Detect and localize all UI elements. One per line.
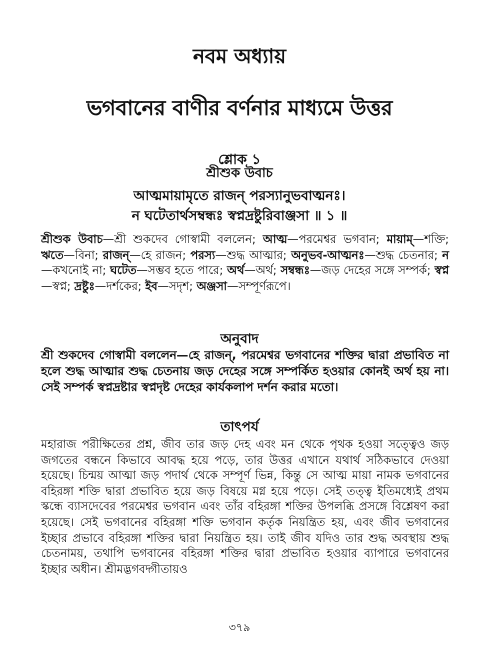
- synonym-term: পরস্য: [190, 247, 216, 262]
- synonym-term: সম্বন্ধঃ: [280, 263, 310, 278]
- synonym-meaning: শুদ্ধ আত্মার: [226, 247, 283, 262]
- synonym-meaning: সম্পূর্ণরূপে: [238, 278, 287, 293]
- synonym-meaning: হে রাজন: [140, 247, 183, 262]
- synonym-meaning: কখনোই না: [52, 263, 103, 278]
- synonym-meaning: অর্থ: [255, 263, 273, 278]
- verse-speaker: শ্রীশুক উবাচ: [206, 166, 273, 181]
- synonym-term: রাজন্: [102, 247, 130, 262]
- synonym-term: আত্ম: [262, 232, 288, 246]
- synonym-meaning: বিনা: [74, 247, 95, 262]
- synonym-meaning: জড় দেহের সঙ্গে সম্পর্ক: [321, 263, 427, 278]
- synonym-meaning: স্বপ্ন: [52, 278, 67, 293]
- word-for-word-synonyms: শ্রীশুক উবাচ—শ্রী শুকদেব গোস্বামী বললেন; আত্ম—পরমেশ্বর ভগবান; মায়াম্—শক্তি; ঋতে—বিনা; রাজন্—হে রাজন; পরস্য—শুদ্ধ আত্মার; অনুভব-আত্মনঃ—শুদ্ধ চেতনার; ন—কখনোই না; ঘটেত—সম্ভব হতে পারে; অর্থ—অর্থ; সম্বন্ধঃ—জড় দেহের সঙ্গে সম্পর্ক; স্বপ্ন—স্বপ্ন; দ্রষ্টুঃ—দর্শকের; ইব—সদৃশ; অঞ্জসা—সম্পূর্ণরূপে।: [41, 232, 449, 293]
- synonym-meaning: দর্শকের: [106, 278, 138, 293]
- synonym-meaning: পরমেশ্বর ভগবান: [298, 232, 376, 246]
- synonym-term: ন: [442, 247, 449, 262]
- page-number: ৩৭৯: [228, 621, 251, 634]
- synonym-term: অনুভব-আত্মনঃ: [291, 247, 365, 262]
- synonym-meaning: সম্ভব হতে পারে: [147, 263, 220, 278]
- verse-line-1: আত্মমায়ামৃতে রাজন্ পরস্যানুভবাত্মনঃ।: [133, 188, 346, 204]
- purport-heading: তাৎপর্য: [220, 419, 259, 435]
- verse-line-2: ন ঘটেতার্থসম্বন্ধঃ স্বপ্নদ্রষ্টুরিবাঞ্জসা ॥ ১ ॥: [131, 208, 348, 224]
- synonym-term: স্বপ্ন: [434, 263, 449, 278]
- verse-number: শ্লোক ১: [218, 152, 261, 168]
- synonym-term: ইব: [145, 278, 158, 293]
- synonym-term: ঋতে: [41, 247, 64, 262]
- synonym-term: দ্রষ্টুঃ: [74, 278, 95, 293]
- synonym-term: অর্থ: [227, 263, 245, 278]
- synonym-meaning: সদৃশ: [168, 278, 190, 293]
- chapter-title: ভগবানের বাণীর বর্ণনার মাধ্যমে উত্তর: [86, 96, 393, 120]
- synonym-meaning: শক্তি: [424, 232, 446, 246]
- synonym-term: অঞ্জসা: [196, 278, 227, 293]
- synonym-term: শ্রীশুক উবাচ: [41, 232, 103, 246]
- synonym-meaning: শুদ্ধ চেতনার: [375, 247, 434, 262]
- translation-heading: অনুবাদ: [220, 331, 259, 347]
- synonym-term: মায়াম্: [386, 232, 413, 246]
- synonym-meaning: শ্রী শুকদেব গোস্বামী বললেন: [114, 232, 252, 246]
- chapter-heading: নবম অধ্যায়: [192, 44, 287, 68]
- translation-text: শ্রী শুকদেব গোস্বামী বললেন—হে রাজন্, পরমেশ্বর ভগবানের শক্তির দ্বারা প্রভাবিত না হলে শুদ্ধ আত্মার শুদ্ধ চেতনায় জড় দেহের সঙ্গে সম্পর্কিত হওয়ার কোনই অর্থ হয় না। সেই সম্পর্ক স্বপ্নদ্রষ্টার স্বপ্নদৃষ্ট দেহের কার্যকলাপ দর্শন করার মতো।: [41, 348, 449, 394]
- purport-text: মহারাজ পরীক্ষিতের প্রশ্ন, জীব তার জড় দেহ এবং মন থেকে পৃথক হওয়া সত্ত্বেও জড় জগতের বন্ধনে কিভাবে আবদ্ধ হয়ে পড়ে, তার উত্তর এখানে যথার্থ সঠিকভাবে দেওয়া হয়েছে। চিন্ময় আত্মা জড় পদার্থ থেকে সম্পূর্ণ ভিন্ন, কিন্তু সে আত্ম মায়া নামক ভগবানের বহিরঙ্গা শক্তি দ্বারা প্রভাবিত হয়ে জড় বিষয়ে মগ্ন হয়ে পড়ে। সেই তত্ত্ব ইতিমধ্যেই প্রথম স্কন্ধে ব্যাসদেবের পরমেশ্বর ভগবান এবং তাঁর বহিরঙ্গা শক্তির উপলব্ধি প্রসঙ্গে বিশ্লেষণ করা হয়েছে। সেই ভগবানের বহিরঙ্গা শক্তি ভগবান কর্তৃক নিয়ন্ত্রিত হয়, এবং জীব ভগবানের ইচ্ছার প্রভাবে বহিরঙ্গা শক্তির দ্বারা নিয়ন্ত্রিত হয়। তাই জীব যদিও তার শুদ্ধ অবস্থায় শুদ্ধ চেতনাময়, তথাপি ভগবানের বহিরঙ্গা শক্তির দ্বারা প্রভাবিত হওয়ার ব্যাপারে ভগবানের ইচ্ছার অধীন। শ্রীমদ্ভগবদ্গীতায়ও: [41, 437, 449, 576]
- synonym-term: ঘটেত: [110, 263, 137, 278]
